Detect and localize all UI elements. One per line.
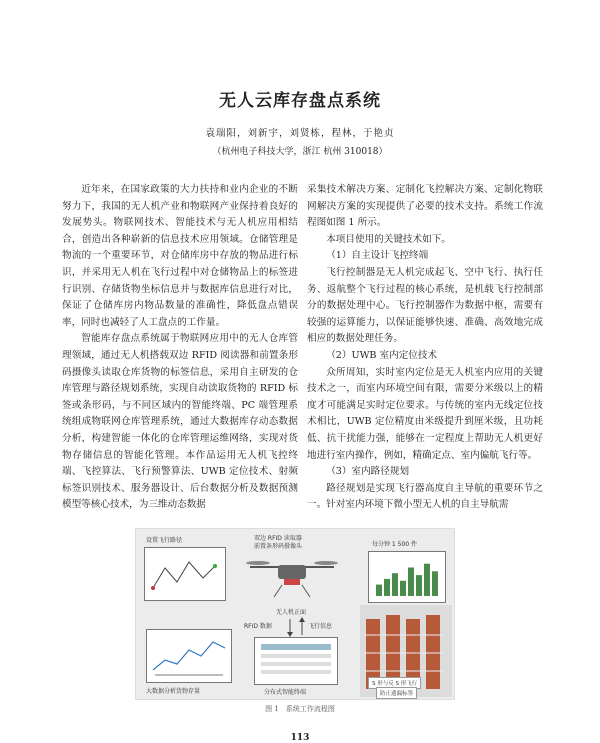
figure-caption: 图 1 系统工作流程图 (265, 705, 335, 713)
data-analysis-screen (146, 629, 232, 683)
line-chart-icon (147, 630, 231, 682)
speed-bar (400, 581, 406, 596)
system-workflow-figure (135, 528, 455, 700)
authors: 袁瑞阳，刘新宇，刘贤栋，程林，于艳贞 (205, 128, 395, 139)
paragraph: 采集技术解决方案、定制化飞控解决方案、定制化物联网解决方案的实现提供了必要的技术支持。系统工作流程图如图 1 所示。 (307, 184, 543, 229)
path-icon (145, 548, 225, 600)
arrow-icon (286, 615, 310, 639)
paragraph: 路径规划是实现飞行器高度自主导航的重要环节之一。针对室内环境下微小型无人机的自主导航需 (307, 482, 543, 511)
bar-chart-icon (369, 552, 445, 602)
paper-title: 无人云库存盘点系统 (219, 91, 381, 111)
paragraph: 本项目使用的关键技术如下。 (326, 233, 451, 245)
paragraph: 近年来，在国家政策的大力扶持和业内企业的不断努力下，我国的无人机产业和物联网产业保持着良好的发展势头。物联网技术、智能技术与无人机应用相结合，创造出各种崭新的信息技术应用领域。仓储管理是物流的一个重要环节，对仓储库房中存放的物品进行标识，并采用无人机在飞行过程中对仓储物品上的标签进行识别、存储货物坐标信息并与数据库信息进行对比，保证了仓储库房内物品数量的准确性，降低盘点错误率，同时也减轻了人工盘点的工作量。 (62, 184, 298, 328)
speed-bar (376, 585, 382, 596)
terminal-label: 分布式智能终端 (264, 689, 307, 696)
affiliation: （杭州电子科技大学，浙江 杭州 310018） (212, 147, 388, 157)
paragraph: 智能库存盘点系统属于物联网应用中的无人仓库管理领域，通过无人机搭载双边 RFID 阅读器和前置条形码摄像头读取仓库货物的标签信息，采用自主研发的仓库管理与路径规划系统，实现自动读取货物的 RFID 标签或条形码，与不同区域内的智能终端、PC 端管理系统组成物联网仓库管理系统，通过大数据库存动态数据分析，构建智能一体化的仓库管理运维网络，实现对货物存储信息的智能化管理。本作品运用无人机飞控终端、飞控算法、飞行预警算法、UWB 定位技术、射频标签识别技术、服务器设计、后台数据分析及数据预测模型等核心技术，为三维动态数据 (62, 333, 298, 511)
path-screen (144, 547, 226, 601)
big-data-label: 大数据分析货物存量 (146, 688, 201, 695)
barcode-camera-label: 前置条形码摄像头 (254, 543, 303, 550)
speed-label: 每分钟 1 500 件 (372, 541, 417, 548)
flight-info-label: 飞行信息 (308, 623, 333, 630)
paragraph: 飞行控制器是无人机完成起飞、空中飞行、执行任务、返航整个飞行过程的核心系统，是机载飞行控制部分的数据处理中心。飞行控制器作为数据中枢，需要有较强的运算能力，以保证能够快速、准确、高效地完成相应的数据处理任务。 (307, 266, 543, 345)
anti-collision-label: 防止遗漏标签 (376, 687, 417, 699)
table-icon (255, 638, 337, 684)
speed-bar (392, 573, 398, 596)
set-path-label: 设置飞行路径 (146, 537, 183, 544)
rfid-reader-label: 双边 RFID 读取器 (254, 535, 302, 542)
paragraph: 众所周知，实时室内定位是无人机室内应用的关键技术之一，而室内环境空间有限，需要分米级以上的精度才可能满足实时定位要求。与传统的室内无线定位技术相比，UWB 定位精度由米级提升到厘米级，且功耗低、抗干扰能力强，能够在一定程度上帮助无人机更好地进行室内操作，例如，精确定点、室内偏航飞行等。 (307, 366, 543, 461)
right-column (307, 182, 543, 514)
section-heading: （1）自主设计飞控终端 (326, 250, 429, 262)
speed-bar (384, 579, 390, 596)
speed-chart-screen (368, 551, 446, 603)
left-column (62, 182, 298, 514)
speed-bar (424, 564, 430, 596)
rfid-data-label: RFID 数据 (244, 623, 272, 630)
drone-icon (244, 553, 340, 603)
speed-bar (432, 571, 438, 596)
speed-bar (408, 568, 414, 597)
flight-mode-label: S 形与反 S 形飞行 (368, 677, 421, 689)
drone-front-label: 无人机正面 (276, 609, 307, 616)
section-heading: （3）室内路径规划 (326, 466, 410, 478)
terminal-screen (254, 637, 338, 685)
section-heading: （2）UWB 室内定位技术 (326, 349, 438, 361)
speed-bar (416, 575, 422, 596)
page-number: 113 (290, 733, 310, 743)
